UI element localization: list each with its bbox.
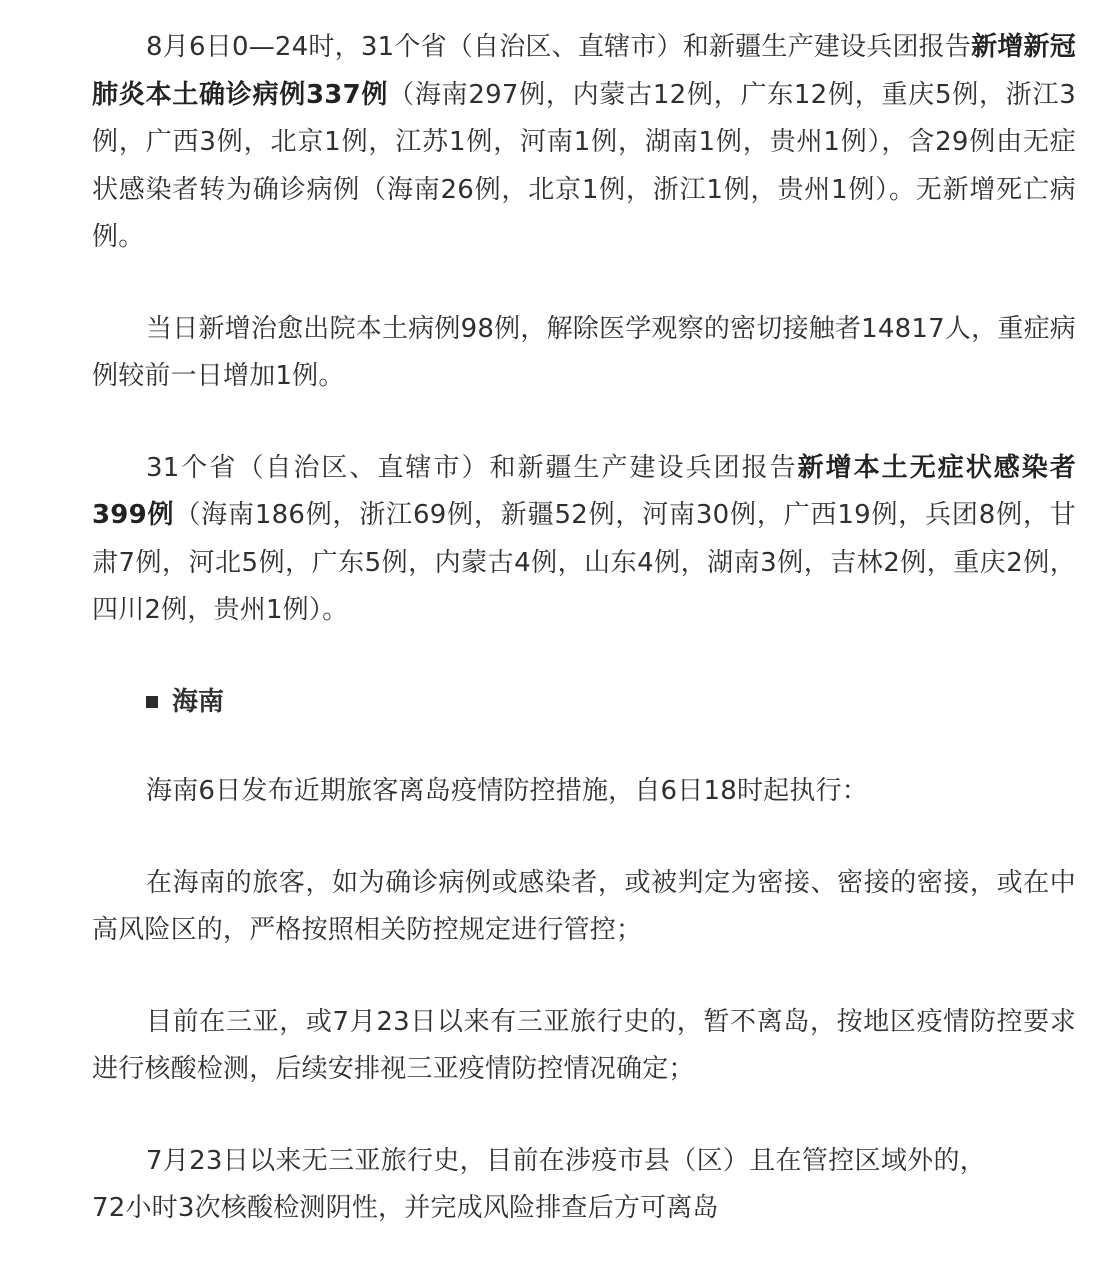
confirmed-intro-text: 8月6日0—24时，31个省（自治区、直辖市）和新疆生产建设兵团报告	[146, 32, 972, 62]
confirmed-detail-text: （海南297例，内蒙古12例，广东12例，重庆5例，浙江3例，广西3例，北京1例，江苏1例，河南1例，湖南1例，贵州1例），含29例由无症状感染者转为确诊病例（海南26例，北京1例，浙江1例，贵州1例）。无新增死亡病例。	[92, 79, 1076, 252]
confirmed-highlight-text: 新增新冠肺炎本土确诊病例337例	[92, 32, 1076, 110]
paragraph-asymptomatic	[92, 445, 1076, 635]
asymptomatic-intro-text: 31个省（自治区、直辖市）和新疆生产建设兵团报告	[146, 452, 798, 483]
hainan-rule-1-text: 在海南的旅客，如为确诊病例或感染者，或被判定为密接、密接的密接，或在中高风险区的，严格按照相关防控规定进行管控；	[92, 867, 1076, 945]
square-bullet-icon	[146, 696, 158, 708]
paragraph-hainan-announcement	[92, 768, 1076, 816]
hainan-rule-2-text: 目前在三亚，或7月23日以来有三亚旅行史的，暂不离岛，按地区疫情防控要求进行核酸检测，后续安排视三亚疫情防控情况确定；	[92, 1006, 1076, 1084]
section-title: 海南	[172, 686, 225, 717]
asymptomatic-detail-text: （海南186例，浙江69例，新疆52例，河南30例，广西19例，兵团8例，甘肃7例，河北5例，广东5例，内蒙古4例，山东4例，湖南3例，吉林2例，重庆2例，四川2例，贵州1例）。	[92, 500, 1076, 625]
paragraph-hainan-rule-3	[92, 1138, 1076, 1233]
article-body	[92, 24, 1076, 1277]
paragraph-confirmed-cases	[92, 24, 1076, 262]
paragraph-hainan-rule-2	[92, 999, 1076, 1094]
asymptomatic-highlight-text: 新增本土无症状感染者 399例	[92, 452, 1076, 530]
recovered-text: 当日新增治愈出院本土病例98例，解除医学观察的密切接触者14817人，重症病例较前一日增加1例。	[92, 313, 1076, 391]
hainan-announcement-text: 海南6日发布近期旅客离岛疫情防控措施，自6日18时起执行：	[146, 776, 868, 806]
paragraph-recovered	[92, 306, 1076, 401]
section-heading-hainan	[146, 679, 1076, 727]
paragraph-hainan-rule-1	[92, 860, 1076, 955]
hainan-rule-3-text: 7月23日以来无三亚旅行史，目前在涉疫市县（区）且在管控区域外的，72小时3次核酸检测阴性，并完成风险排查后方可离岛	[92, 1145, 986, 1223]
